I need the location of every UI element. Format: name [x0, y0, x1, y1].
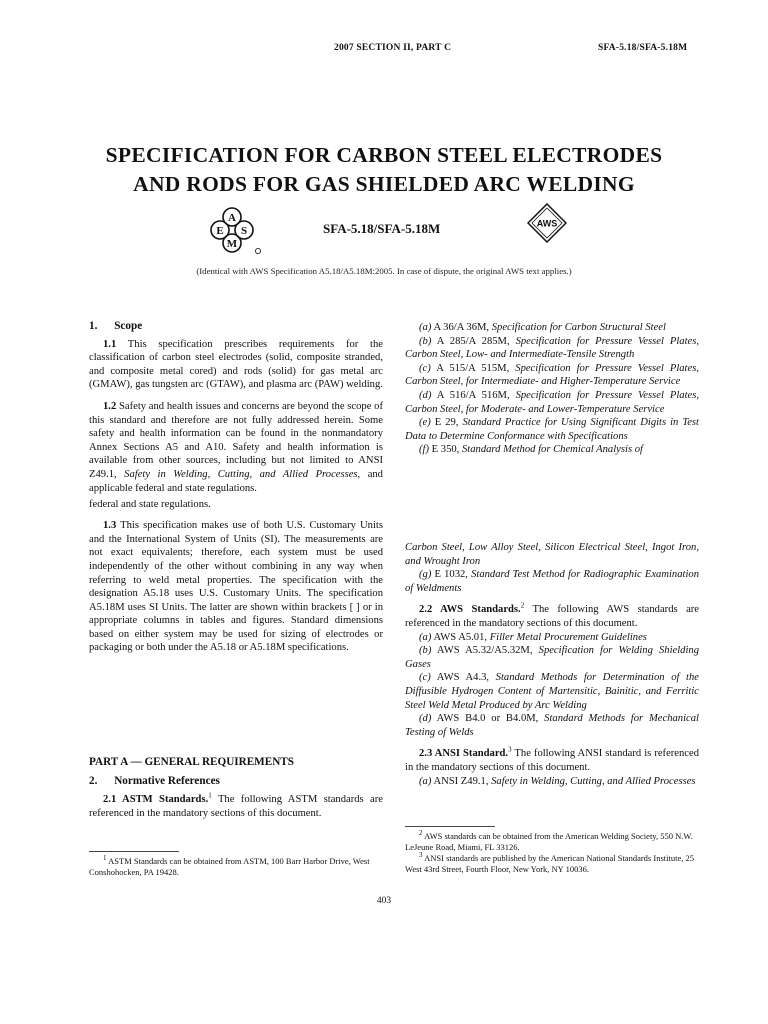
right-column-lower [405, 541, 699, 788]
astm-item-d-number: A 516/A 516M, [436, 389, 510, 401]
section-2-1-text: The following ASTM standards are referenced in the mandatory sections of this document. [89, 794, 383, 819]
astm-item-f-title: Standard Method for Chemical Analysis of [461, 444, 643, 456]
para-1-3 [89, 519, 383, 655]
aws-item-a-number: AWS A5.01, [433, 631, 488, 643]
footnote-2-text: AWS standards can be obtained from the American Welding Society, 550 N.W. LeJeune Road, Miami, FL 33126. [405, 831, 693, 852]
astm-item-a [405, 321, 699, 335]
aws-item-c [405, 671, 699, 712]
section-1-title: Scope [114, 320, 143, 332]
section-2-title: Normative References [114, 774, 220, 787]
section-2-3-text: The following ANSI standard is referenced in the mandatory sections of this document. [405, 748, 700, 773]
aws-item-b-label: (b) [419, 645, 432, 657]
left-column-part-a [89, 756, 383, 820]
footnote-1 [89, 856, 383, 878]
footnote-3-text: ANSI standards are published by the American National Standards Institute, 25 West 43rd Street, Fourth Floor, New York, NY 10036. [405, 853, 694, 874]
astm-item-a-number: A 36/A 36M, [433, 322, 490, 333]
section-1-heading [89, 320, 383, 334]
aws-item-b [405, 644, 699, 671]
footnotes-2-3 [405, 831, 699, 875]
astm-item-e-number: E 29, [434, 417, 459, 429]
footnote-ref-3: 3 [508, 745, 512, 754]
para-1-2 [89, 400, 383, 495]
footnote-1-text: ASTM Standards can be obtained from ASTM, 100 Barr Harbor Drive, West Conshohocken, PA 19428. [89, 856, 370, 877]
astm-item-e-label: (e) [419, 417, 431, 429]
astm-item-d-label: (d) [419, 389, 432, 401]
asme-logo [208, 205, 264, 255]
aws-item-d [405, 712, 699, 739]
aws-item-d-label: (d) [419, 713, 432, 725]
para-2-3 [405, 747, 699, 774]
astm-item-c [405, 362, 699, 389]
para-1-1-text: This specification prescribes requirements for the classification of carbon steel electrodes (solid, composite stranded, and composite metal cored) and rods (solid) for gas metal arc (GMAW), gas tungsten arc (GTAW), and plasma arc (PAW) welding. [89, 338, 383, 391]
part-a-heading: PART A — GENERAL REQUIREMENTS [89, 756, 294, 768]
footnote-3-mark: 3 [419, 851, 423, 860]
para-1-2-text-end: and applicable federal and state regulations. [89, 468, 383, 494]
astm-item-c-label: (c) [419, 362, 431, 374]
left-column [89, 320, 383, 655]
aws-logo [527, 203, 567, 243]
aws-item-b-number: AWS A5.32/A5.32M, [436, 645, 533, 657]
para-1-2-text: Safety and health issues and concerns are beyond the scope of this standard and therefore are not fully addressed herein. Some safety and health information can be found in the nonmandatory Annex Sections A5 and A10. Safety and health information is available from other sources, including but not limited to ANSI Z49.1, [89, 400, 383, 480]
section-2-3-heading: 2.3 ANSI Standard. [419, 748, 509, 760]
ansi-item-a [405, 775, 699, 789]
astm-item-g-number: E 1032, [434, 569, 468, 581]
astm-item-g [405, 568, 699, 595]
astm-item-g-label: (g) [419, 569, 432, 581]
para-1-2-italic: Safety in Welding, Cutting, and Allied Processes, [124, 468, 361, 480]
section-2-2-heading: 2.2 AWS Standards. [419, 604, 521, 616]
footnote-2 [405, 831, 699, 853]
astm-item-b-title: Specification for Pressure Vessel Plates, Carbon Steel, Low- and Intermediate-Tensile Strength [405, 335, 699, 361]
section-2-number: 2. [89, 774, 98, 787]
aws-item-a [405, 631, 699, 645]
asme-letter-bottom: M [226, 238, 238, 250]
footnote-1-mark: 1 [103, 854, 107, 863]
footnote-ref-1: 1 [208, 791, 212, 800]
astm-item-g-title: Standard Test Method for Radiographic Examination of Weldments [405, 569, 699, 594]
astm-item-d [405, 389, 699, 416]
para-1-1 [89, 338, 383, 392]
para-2-1 [89, 793, 383, 820]
para-1-2-overflow: federal and state regulations. [89, 499, 211, 511]
title-line-2: AND RODS FOR GAS SHIELDED ARC WELDING [133, 172, 635, 196]
para-1-1-number: 1.1 [103, 338, 117, 350]
astm-item-e-title: Standard Practice for Using Significant Digits in Test Data to Determine Conformance with Specifications [405, 417, 700, 442]
para-1-3-text: This specification makes use of both U.S. Customary Units and the International System of Units (SI). The measurements are not exact equivalents; therefore, each system must be used independently of the other without combining in any way when referring to weld metal properties. The specification with the designation A5.18 uses U.S. Customary Units. The specification A5.18M uses SI Units. The latter are shown within brackets [ ] or in appropriate columns in tables and figures. Standard dimensions based on either system may be used for sizing of electrodes or packaging or both under the A5.18 or A5.18M specifications. [89, 520, 383, 654]
aws-item-b-title: Specification for Welding Shielding Gases [405, 645, 699, 670]
aws-item-c-number: AWS A4.3, [436, 672, 490, 684]
ansi-item-a-number: ANSI Z49.1, [433, 775, 489, 787]
asme-letter-top: A [228, 212, 236, 224]
astm-item-b-number: A 285/A 285M, [436, 335, 510, 347]
aws-item-d-number: AWS B4.0 or B4.0M, [436, 713, 539, 725]
footnote-rule-right [405, 826, 495, 827]
running-header-right: SFA-5.18/SFA-5.18M [598, 43, 688, 53]
section-2-2-text: The following AWS standards are referenced in the mandatory sections of this document. [405, 604, 700, 629]
astm-item-a-title: Specification for Carbon Structural Steel [491, 322, 666, 333]
aws-item-a-label: (a) [419, 631, 432, 643]
astm-item-f-continued: Carbon Steel, Low Alloy Steel, Silicon Electrical Steel, Ingot Iron, and Wrought Iron [405, 542, 699, 567]
section-1-number: 1. [89, 320, 98, 332]
aws-item-c-label: (c) [419, 672, 431, 684]
ansi-item-a-label: (a) [419, 775, 432, 787]
asme-letter-left: E [216, 225, 224, 237]
aws-logo-text: AWS [536, 218, 558, 229]
para-2-2 [405, 603, 699, 630]
para-1-2-number: 1.2 [103, 400, 117, 412]
spec-number: SFA-5.18/SFA-5.18M [323, 221, 441, 236]
asme-letter-right: S [240, 225, 248, 237]
astm-item-f-label: (f) [419, 444, 429, 456]
aws-item-d-title: Standard Methods for Mechanical Testing of Welds [405, 713, 699, 738]
footnote-3 [405, 853, 699, 875]
ansi-item-a-title: Safety in Welding, Cutting, and Allied Processes [491, 775, 696, 787]
footnote-rule-left [89, 851, 179, 852]
astm-item-e [405, 416, 699, 443]
running-header-left: 2007 SECTION II, PART C [334, 43, 452, 53]
astm-item-b-label: (b) [419, 335, 432, 347]
title-line-1: SPECIFICATION FOR CARBON STEEL ELECTRODES [105, 143, 663, 167]
para-1-3-number: 1.3 [103, 520, 117, 532]
astm-item-a-label: (a) [419, 322, 432, 333]
astm-item-b [405, 335, 699, 362]
aws-item-a-title: Filler Metal Procurement Guidelines [489, 631, 647, 643]
document-title [0, 141, 768, 199]
astm-item-c-number: A 515/A 515M, [436, 362, 510, 374]
page-number: 403 [376, 896, 392, 906]
astm-item-d-title: Specification for Pressure Vessel Plates, Carbon Steel, for Moderate- and Lower-Temperature Service [405, 389, 699, 415]
aws-item-c-title: Standard Methods for Determination of the Diffusible Hydrogen Content of Martensitic, Bainitic, and Ferritic Steel Weld Metal Produced by Arc Welding [405, 672, 699, 711]
astm-item-f-number: E 350, [431, 444, 460, 456]
astm-item-f [405, 443, 699, 457]
identical-note: (Identical with AWS Specification A5.18/A5.18M:2005. In case of dispute, the original AWS text applies.) [196, 266, 572, 276]
footnote-2-mark: 2 [419, 829, 423, 838]
right-column-astm-list [405, 321, 699, 457]
section-2-heading [89, 775, 383, 789]
section-2-1-heading: 2.1 ASTM Standards. [103, 794, 209, 806]
footnote-ref-2: 2 [520, 601, 525, 610]
astm-item-c-title: Specification for Pressure Vessel Plates, Carbon Steel, for Intermediate- and Higher-Temperature Service [405, 362, 699, 388]
